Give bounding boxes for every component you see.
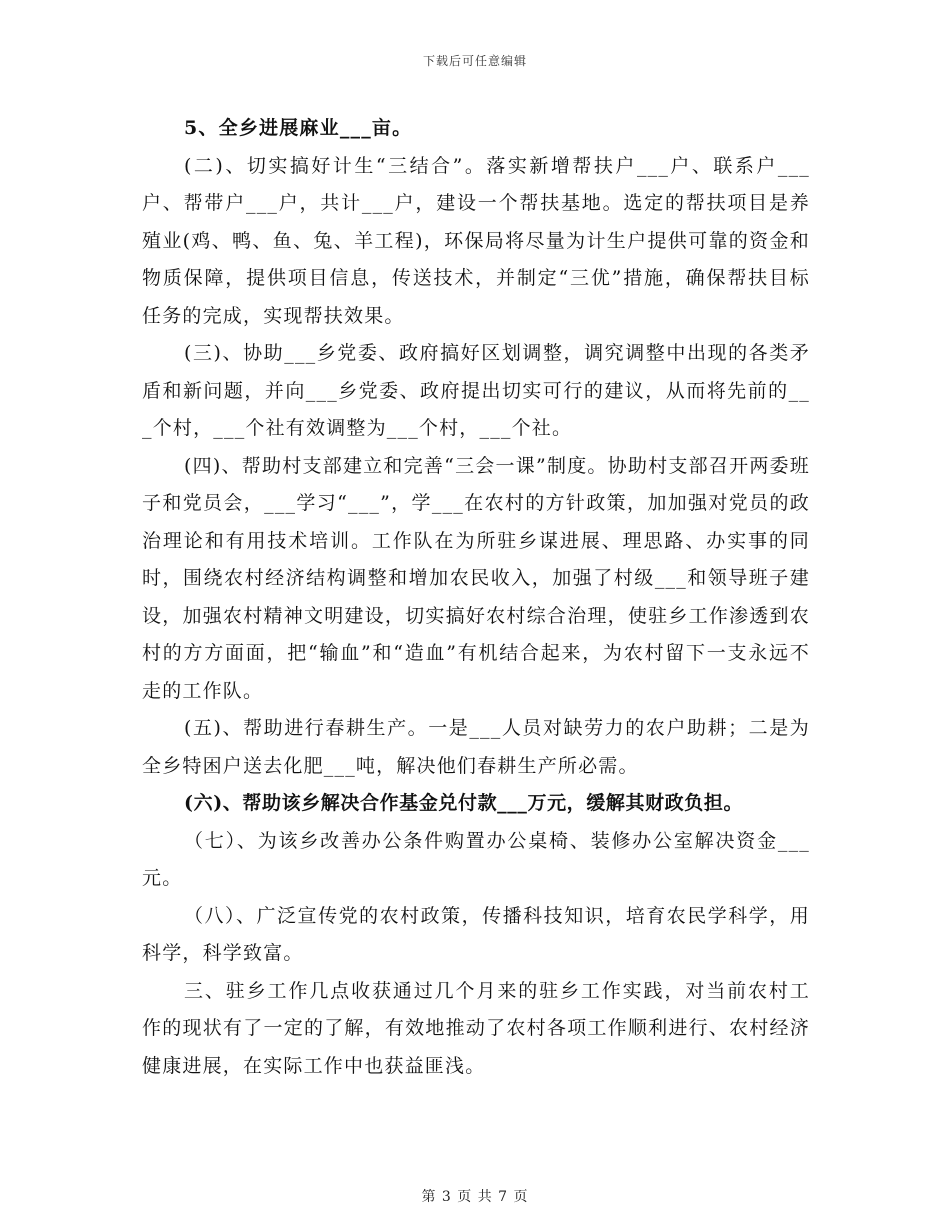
paragraph-hemp-acreage: 5、全乡进展麻业___亩。	[184, 117, 413, 139]
paragraph-policy-promotion: （八）、广泛宣传党的农村政策，传播科技知识，培育农民学科学，用科学，科学致富。	[142, 904, 810, 964]
document-body	[142, 110, 810, 1085]
page-header-note: 下载后可任意编辑	[422, 54, 527, 68]
paragraph-district-adjustment: (三)、协助___乡党委、政府搞好区划调整，调究调整中出现的各类矛盾和新问题，并向___乡党委、政府提出切实可行的建议，从而将先前的___个村，___个社有效调整为___个村，___个社。	[142, 342, 810, 439]
paragraph-spring-farming: (五)、帮助进行春耕生产。一是___人员对缺劳力的农户助耕；二是为全乡特困户送去化肥___吨，解决他们春耕生产所必需。	[142, 717, 810, 777]
paragraph-family-planning-assistance: (二)、切实搞好计生“三结合”。落实新增帮扶户___户、联系户___户、帮带户___户，共计___户，建设一个帮扶基地。选定的帮扶项目是养殖业(鸡、鸭、鱼、兔、羊工程)，环保局将尽量为计生户提供可靠的资金和物质保障，提供项目信息，传送技术，并制定“三优”措施，确保帮扶目标任务的完成，实现帮扶效果。	[142, 154, 810, 327]
page-number: 第 3 页 共 7 页	[421, 1189, 529, 1205]
paragraph-office-improvement: （七）、为该乡改善办公条件购置办公桌椅、装修办公室解决资金___元。	[142, 829, 810, 889]
paragraph-work-gains: 三、驻乡工作几点收获通过几个月来的驻乡工作实践，对当前农村工作的现状有了一定的了解，有效地推动了农村各项工作顺利进行、农村经济健康进展，在实际工作中也获益匪浅。	[142, 979, 810, 1077]
paragraph-cooperative-fund: (六)、帮助该乡解决合作基金兑付款___万元，缓解其财政负担。	[184, 792, 744, 814]
paragraph-party-branch-system: (四)、帮助村支部建立和完善“三会一课”制度。协助村支部召开两委班子和党员会，___学习“___”，学___在农村的方针政策，加加强对党员的政治理论和有用技术培训。工作队在为所驻乡谋进展、理思路、办实事的同时，围绕农村经济结构调整和增加农民收入，加强了村级___和领导班子建设，加强农村精神文明建设，切实搞好农村综合治理，使驻乡工作渗透到农村的方方面面，把“输血”和“造血”有机结合起来，为农村留下一支永远不走的工作队。	[142, 454, 810, 702]
